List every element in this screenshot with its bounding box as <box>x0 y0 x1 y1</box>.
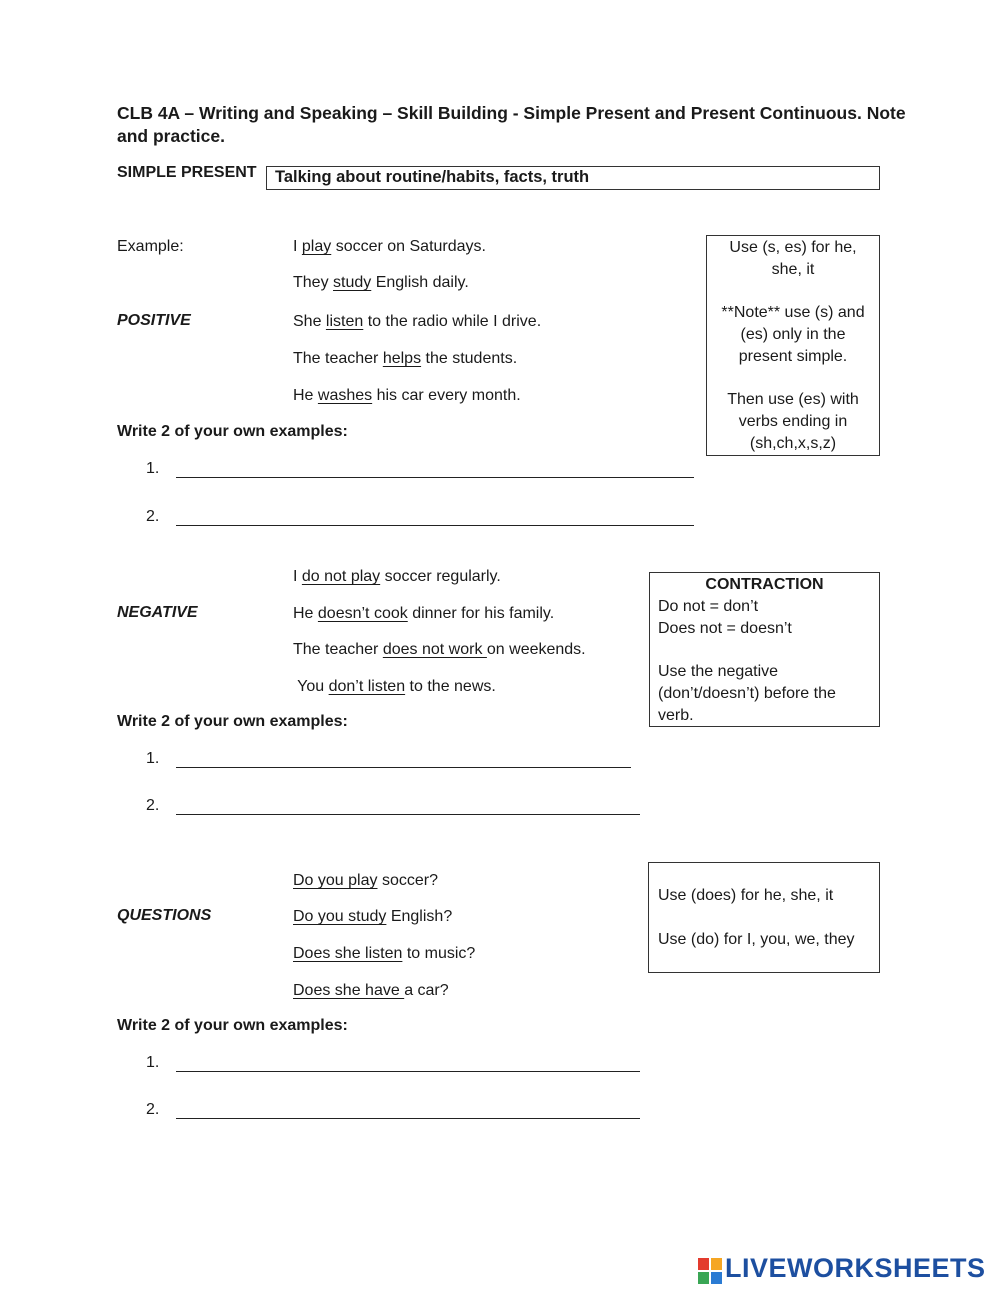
answer-line-questions-2[interactable] <box>176 1118 640 1119</box>
example-sentence: The teacher helps the students. <box>293 350 518 367</box>
logo-text: LIVEWORKSHEETS <box>725 1253 986 1283</box>
example-sentence: He washes his car every month. <box>293 387 521 404</box>
answer-line-negative-2[interactable] <box>176 814 640 815</box>
verb-highlight: listen <box>325 313 364 330</box>
example-sentence: Does she have a car? <box>293 982 449 999</box>
page-title: CLB 4A – Writing and Speaking – Skill Building - Simple Present and Present Continuous. Note and practice. <box>117 103 906 146</box>
liveworksheets-icon <box>697 1257 723 1285</box>
example-sentence: I play soccer on Saturdays. <box>293 238 486 255</box>
verb-highlight: do not play <box>301 568 381 585</box>
example-sentence: She listen to the radio while I drive. <box>293 313 542 330</box>
example-sentence: Do you study English? <box>293 908 453 925</box>
verb-highlight: Do you play <box>293 872 378 889</box>
example-sentence: Does she listen to music? <box>293 945 476 962</box>
verb-highlight: washes <box>317 387 373 404</box>
example-sentence: You don’t listen to the news. <box>293 678 496 695</box>
verb-highlight: don’t listen <box>328 678 406 695</box>
liveworksheets-logo <box>697 1255 997 1287</box>
answer-line-positive-1[interactable] <box>176 477 694 478</box>
write-prompt: Write 2 of your own examples: <box>117 1017 348 1034</box>
example-label: Example: <box>117 238 184 255</box>
answer-number: 2. <box>146 508 160 525</box>
answer-number: 1. <box>146 750 160 767</box>
write-prompt: Write 2 of your own examples: <box>117 713 348 730</box>
negative-label: NEGATIVE <box>117 604 198 621</box>
verb-highlight: Do you study <box>293 908 387 925</box>
section-label-simple-present: SIMPLE PRESENT <box>117 164 257 181</box>
answer-line-positive-2[interactable] <box>176 525 694 526</box>
verb-highlight: Does she listen <box>293 945 403 962</box>
example-sentence: He doesn’t cook dinner for his family. <box>293 605 555 622</box>
positive-label: POSITIVE <box>117 312 191 329</box>
verb-highlight: study <box>333 274 372 291</box>
note-box-s-es: Use (s, es) for he, she, it **Note** use (s) and (es) only in the present simple. Then use (es) with verbs ending in (sh,ch,x,s,z) <box>706 235 880 456</box>
example-sentence: The teacher does not work on weekends. <box>293 641 586 658</box>
verb-highlight: helps <box>382 350 422 367</box>
answer-line-negative-1[interactable] <box>176 767 631 768</box>
example-sentence: They study English daily. <box>293 274 469 291</box>
verb-highlight: Does she have <box>293 982 405 999</box>
contraction-title: CONTRACTION <box>705 576 824 593</box>
answer-number: 2. <box>146 797 160 814</box>
example-sentence: I do not play soccer regularly. <box>293 568 501 585</box>
answer-number: 1. <box>146 1054 160 1071</box>
write-prompt: Write 2 of your own examples: <box>117 423 348 440</box>
definition-box: Talking about routine/habits, facts, truth <box>266 166 880 190</box>
verb-highlight: doesn’t cook <box>317 605 408 622</box>
verb-highlight: play <box>301 238 332 255</box>
verb-highlight: does not work <box>382 641 487 658</box>
do-does-box: Use (does) for he, she, it Use (do) for I, you, we, they <box>648 862 880 973</box>
contraction-box: CONTRACTION Do not = don’t Does not = doesn’t Use the negative (don’t/doesn’t) before the verb. <box>649 572 880 727</box>
questions-label: QUESTIONS <box>117 907 212 924</box>
answer-line-questions-1[interactable] <box>176 1071 640 1072</box>
example-sentence: Do you play soccer? <box>293 872 438 889</box>
answer-number: 2. <box>146 1101 160 1118</box>
answer-number: 1. <box>146 460 160 477</box>
